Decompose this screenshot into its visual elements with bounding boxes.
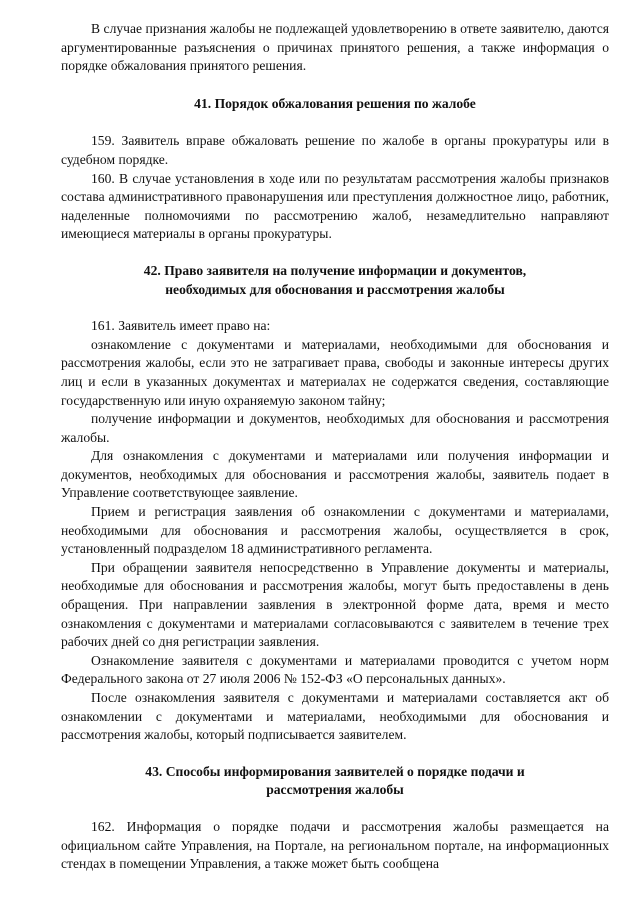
paragraph-160: 160. В случае установления в ходе или по результатам рассмотрения жалобы признаков состава административного правонарушения или преступления должностное лицо, работник, наделенные полномочиями по рассмотрению жалоб, незамедлительно направляют имеющиеся материалы в органы прокуратуры.	[61, 170, 609, 242]
paragraph-159: 159. Заявитель вправе обжаловать решение по жалобе в органы прокуратуры или в судебном порядке.	[61, 133, 609, 167]
paragraph-direct-appeal: При обращении заявителя непосредственно в Управление документы и материалы, необходимые для обоснования и рассмотрения жалобы, могут быть предоставлены в день обращения. При направлении заявления в электронной форме дата, время и место ознакомления с документами и материалами согласовываются с заявителем в течение трех рабочих дней со дня регистрации заявления.	[61, 559, 609, 650]
list-item-obtain-information: получение информации и документов, необходимых для обоснования и рассмотрения жалобы.	[61, 411, 609, 445]
paragraph-act: После ознакомления заявителя с документами и материалами составляется акт об ознакомлении с документами и материалами, необходимыми для обоснования и рассмотрения жалобы, который подписывается заявителем.	[61, 690, 609, 743]
intro-paragraph: В случае признания жалобы не подлежащей удовлетворению в ответе заявителю, даются аргументированные разъяснения о причинах принятого решения, а также информация о порядке обжалования принятого решения.	[61, 21, 609, 74]
document-page	[61, 20, 609, 874]
section-42-heading-line1: 42. Право заявителя на получение информации и документов,	[143, 262, 527, 278]
section-42-heading-line2: необходимых для обоснования и рассмотрения жалобы	[165, 281, 505, 297]
section-43-heading-line2: рассмотрения жалобы	[266, 782, 404, 798]
paragraph-application: Для ознакомления с документами и материалами или получения информации и документов, необходимых для обоснования и рассмотрения жалобы, заявитель подает в Управление соответствующее заявление.	[61, 448, 609, 501]
section-43-heading-line1: 43. Способы информирования заявителей о порядке подачи и	[145, 763, 525, 779]
section-43-heading	[61, 763, 609, 800]
paragraph-registration: Прием и регистрация заявления об ознакомлении с документами и материалами, необходимыми для обоснования и рассмотрения жалобы, осуществляется в срок, установленный подразделом 18 административного регламента.	[61, 504, 609, 557]
list-item-review-materials: ознакомление с документами и материалами, необходимыми для обоснования и рассмотрения жалобы, если это не затрагивает права, свободы и законные интересы других лиц и если в указанных документах и материалах не содержатся сведения, составляющие государственную или иную охраняемую законом тайну;	[61, 336, 609, 408]
paragraph-personal-data: Ознакомление заявителя с документами и материалами проводится с учетом норм Федерального закона от 27 июля 2006 № 152-ФЗ «О персональных данных».	[61, 652, 609, 687]
paragraph-161: 161. Заявитель имеет право на:	[91, 318, 271, 334]
section-41-heading: 41. Порядок обжалования решения по жалобе	[194, 95, 476, 111]
paragraph-162: 162. Информация о порядке подачи и рассмотрения жалобы размещается на официальном сайте Управления, на Портале, на региональном портале, на информационных стендах в помещении Управления, а также может быть сообщена	[61, 818, 609, 872]
section-42-heading	[61, 262, 609, 299]
